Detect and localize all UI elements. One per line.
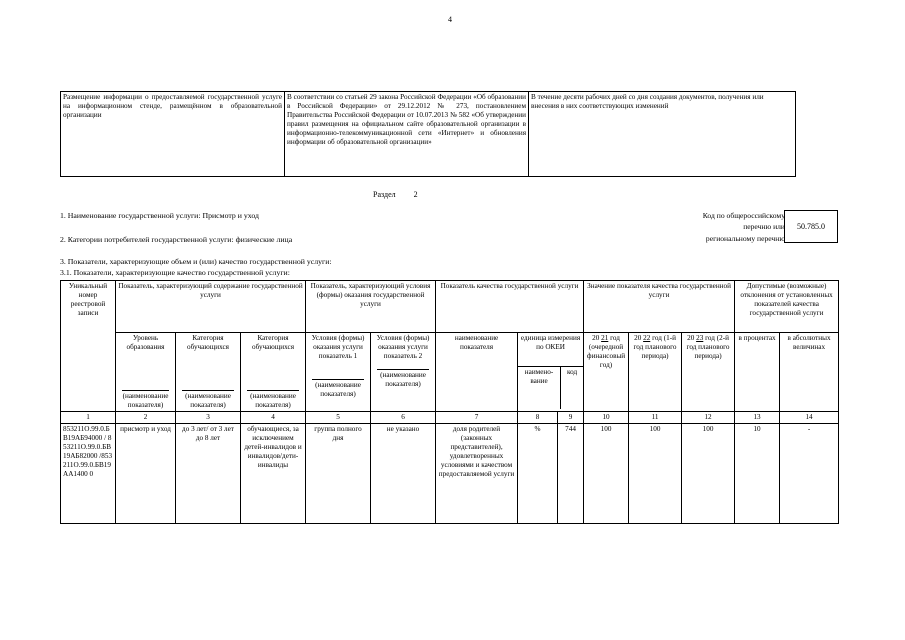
sub-unit-code: код [566,368,578,376]
education-level: присмотр и уход [116,424,176,524]
table-row [61,424,839,524]
consumer-categories: 2. Категории потребителей государственной услуги: физические лица [60,235,293,244]
section-title [373,190,418,200]
section-number: 2 [413,190,418,199]
header-content: Показатель, характеризующий содержание государственной услуги [116,281,306,333]
sub-year-1: 20 21 год (очередной финансовый год) [584,333,629,412]
age-category: до 3 лет/ от 3 лет до 8 лет [176,424,241,524]
page-number: 4 [448,15,452,24]
info-content-cell: В соответствии со статьей 29 закона Российской Федерации «Об образовании в Российской Федерации» от 29.12.2012 № 273, постановлением Правительства Российской Федерации от 10.07.2013 № 582 «Об утверждении правил размещения на официальном сайте образовательной организации в информационно-телекоммуникационной сети «Интернет» и обновления информации об образовательной организации» [285,92,529,177]
info-placement-table [60,91,796,177]
info-frequency-cell: В течение десяти рабочих дней со дня создания документов, получения или внесения в них соответствующих изменений [529,92,796,177]
indicators-heading: 3. Показатели, характеризующие объем и (или) качество государственной услуги: [60,257,332,266]
info-method-cell: Размещение информации о предоставляемой государственной услуге на информационном стенде, размещённом в образовательной организации [61,92,285,177]
deviation-absolute: - [780,424,839,524]
deviation-percent: 10 [735,424,780,524]
header-conditions: Показатель, характеризующий условия (формы) оказания государственной услуги [306,281,436,333]
value-year-3: 100 [682,424,735,524]
student-category: обучающиеся, за исключением детей-инвалидов и инвалидов/дети-инвалиды [241,424,306,524]
quality-indicators-table [60,280,839,524]
sub-conditions-1: Условия (формы) оказания услуги показатель 1 (наименование показателя) [306,333,371,412]
sub-indicator-name: наименование показателя [436,333,518,412]
registry-number: 853211О.99.0.БВ19АБ94000 / 853211О.99.0.БВ19АБ82000 /853211О.99.0.БВ19АА1400 0 [61,424,116,524]
sub-unit-name: наимено-вание [518,367,561,409]
header-values: Значение показателя качества государственной услуги [584,281,735,333]
header-deviation: Допустимые (возможные) отклонения от установленных показателей качества государственной услуги [735,281,839,333]
sub-student-category-1: Категория обучающихся (наименование показателя) [176,333,241,412]
sub-year-3: 20 23 год (2-й год планового периода) [682,333,735,412]
header-quality: Показатель качества государственной услуги [436,281,584,333]
registry-code-label: Код по общероссийскому перечню или региональному перечню [702,211,785,243]
sub-student-category-2: Категория обучающихся (наименование показателя) [241,333,306,412]
sub-conditions-2: Условия (формы) оказания услуги показатель 2 (наименование показателя) [371,333,436,412]
column-numbers-row: 1 2 3 4 5 6 7 8 9 10 11 12 13 14 [61,412,839,424]
sub-percent: в процентах [735,333,780,412]
stay-mode: группа полного дня [306,424,371,524]
value-year-2: 100 [629,424,682,524]
condition-2: не указано [371,424,436,524]
indicator-name: доля родителей (законных представителей), удовлетворенных условиями и качеством предоставляемой услуги [436,424,518,524]
value-year-1: 100 [584,424,629,524]
sub-absolute: в абсолютных величинах [780,333,839,412]
quality-heading: 3.1. Показатели, характеризующие качество государственной услуги: [60,268,290,277]
header-registry: Уникальный номер реестровой записи [61,281,116,412]
section-label: Раздел [373,190,396,199]
unit-name: % [518,424,558,524]
unit-subheaders [518,366,583,409]
service-name: 1. Наименование государственной услуги: Присмотр и уход [60,211,259,220]
unit-code: 744 [558,424,584,524]
sub-education-level: Уровень образования (наименование показателя) [116,333,176,412]
registry-code-value: 50.785.0 [784,210,838,243]
sub-unit: единица измерения по ОКЕИ наимено-вание код [518,333,584,412]
sub-year-2: 20 22 год (1-й год планового периода) [629,333,682,412]
